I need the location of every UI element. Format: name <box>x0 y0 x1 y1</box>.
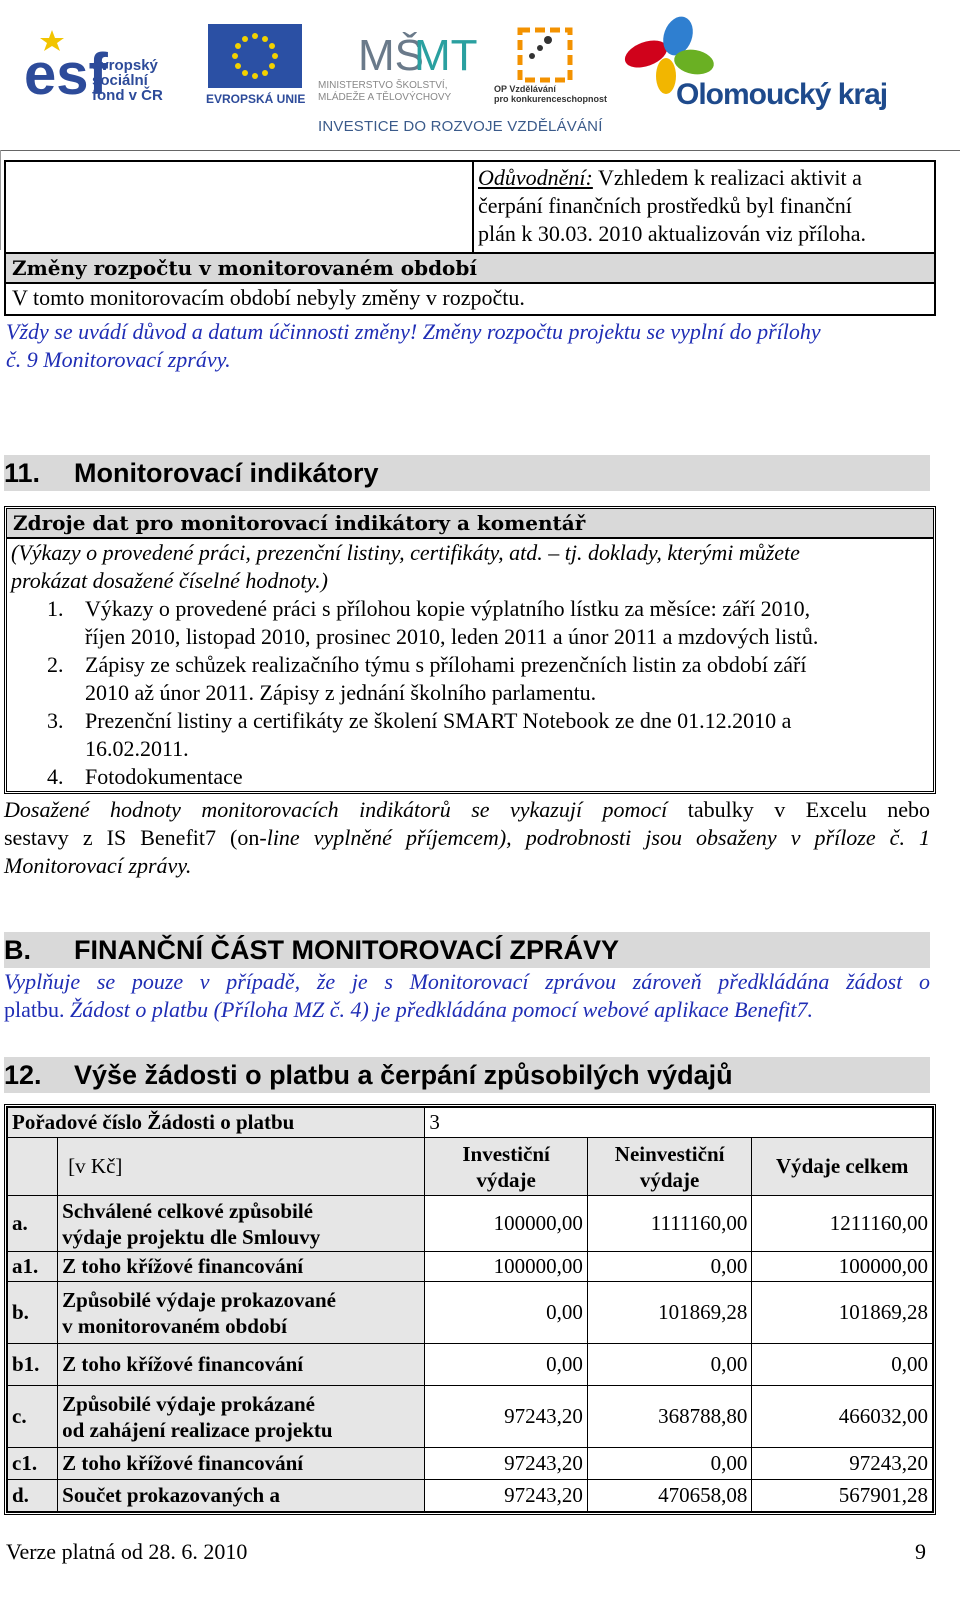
header-empty-cell <box>8 1138 58 1196</box>
budget-note-line-1: Vždy se uvádí důvod a datum účinnosti změny! Změny rozpočtu projektu se vyplní do přílohy <box>6 319 821 344</box>
justification-line-2: čerpání finančních prostředků byl finanční <box>478 193 852 218</box>
indicators-footnote <box>4 796 930 880</box>
cell-total: 100000,00 <box>752 1252 933 1282</box>
table-row <box>8 1282 933 1344</box>
col-noninvestment <box>587 1138 752 1196</box>
section-b-heading <box>4 932 930 968</box>
row-label: Z toho křížové financování <box>58 1448 425 1480</box>
row-code: d. <box>8 1480 58 1512</box>
indicators-box-title: Zdroje dat pro monitorovací indikátory a komentář <box>7 509 933 539</box>
row-label <box>58 1196 425 1252</box>
budget-note <box>6 318 936 374</box>
list-item <box>47 763 933 791</box>
justification-divider <box>472 162 474 252</box>
payment-table <box>7 1107 933 1512</box>
table-row <box>8 1448 933 1480</box>
eu-flag-icon <box>208 24 302 88</box>
investice-slogan: INVESTICE DO ROZVOJE VZDĚLÁVÁNÍ <box>318 118 603 135</box>
row-label: Z toho křížové financování <box>58 1344 425 1386</box>
footnote-part-1b: tabulky v Excelu nebo <box>667 797 931 822</box>
unit-label: [v Kč] <box>58 1138 425 1196</box>
section-b-line-2b: Žádost o platbu (Příloha MZ č. 4) je předkládána pomocí webové aplikace Benefit7. <box>70 997 813 1022</box>
cell-investment: 100000,00 <box>425 1252 588 1282</box>
section-11-number: 11. <box>4 458 41 488</box>
cell-noninvestment: 0,00 <box>587 1344 752 1386</box>
justification-box <box>4 160 936 254</box>
row-label <box>58 1282 425 1344</box>
footnote-part-2b: line vyplněné příjemcem), podrobnosti jsou obsaženy v příloze č. 1 <box>266 825 930 850</box>
header-left-border <box>0 150 1 250</box>
table-row <box>8 1252 933 1282</box>
eu-label: EVROPSKÁ UNIE <box>206 92 306 106</box>
list-item-line: 16.02.2011. <box>85 736 189 761</box>
indicators-hint <box>7 539 933 595</box>
justification-line-3: plán k 30.03. 2010 aktualizován viz příloha. <box>478 221 866 246</box>
indicators-hint-line-1: (Výkazy o provedené práci, prezenční listiny, certifikáty, atd. – tj. doklady, kterými můžete <box>11 540 800 565</box>
list-item-number: 4. <box>47 764 64 789</box>
list-item <box>47 595 933 651</box>
section-12-title: Výše žádosti o platbu a čerpání způsobilých výdajů <box>74 1060 733 1090</box>
table-row <box>8 1386 933 1448</box>
row-code: b. <box>8 1282 58 1344</box>
list-item <box>47 651 933 707</box>
table-row <box>8 1138 933 1196</box>
esf-logo-icon <box>24 22 108 107</box>
col-investment <box>425 1138 588 1196</box>
indicators-list <box>7 595 933 791</box>
section-12-number: 12. <box>4 1060 42 1090</box>
row-label-line: Schválené celkové způsobilé <box>62 1198 313 1223</box>
cell-noninvestment: 0,00 <box>587 1448 752 1480</box>
cell-investment: 0,00 <box>425 1282 588 1344</box>
list-item-number: 1. <box>47 596 64 621</box>
col-investment-line: výdaje <box>476 1167 536 1192</box>
order-value: 3 <box>425 1108 933 1138</box>
col-investment-line: Investiční <box>462 1141 550 1166</box>
payment-table-frame <box>4 1104 936 1515</box>
row-label-line: Způsobilé výdaje prokázané <box>62 1391 315 1416</box>
row-label-line: od zahájení realizace projektu <box>62 1417 333 1442</box>
section-b-letter: B. <box>4 935 31 965</box>
justification-line-1: Vzhledem k realizaci aktivit a <box>592 165 862 190</box>
cell-investment: 97243,20 <box>425 1448 588 1480</box>
op-logo-text: OP Vzdělávání pro konkurenceschopnost <box>494 84 608 104</box>
justification-text <box>478 164 938 248</box>
budget-note-line-2: č. 9 Monitorovací zprávy. <box>6 347 231 372</box>
col-total: Výdaje celkem <box>752 1138 933 1196</box>
cell-total: 567901,28 <box>752 1480 933 1512</box>
row-code: c1. <box>8 1448 58 1480</box>
justification-label: Odůvodnění: <box>478 165 593 190</box>
col-noninvestment-line: Neinvestiční <box>614 1141 725 1166</box>
order-label: Pořadové číslo Žádosti o platbu <box>8 1108 425 1138</box>
row-code: a1. <box>8 1252 58 1282</box>
esf-logo-text: evropský sociální fond v ČR <box>92 57 163 104</box>
section-11-title: Monitorovací indikátory <box>74 458 379 488</box>
cell-investment: 97243,20 <box>425 1480 588 1512</box>
indicators-hint-line-2: prokázat dosažené číselné hodnoty.) <box>11 568 328 593</box>
svg-text:MT: MT <box>414 31 478 80</box>
list-item-line: Prezenční listiny a certifikáty ze školení SMART Notebook ze dne 01.12.2010 a <box>85 708 792 733</box>
section-12-heading <box>4 1057 930 1093</box>
table-row <box>8 1108 933 1138</box>
list-item-line: Výkazy o provedené práci s přílohou kopie výplatního lístku za měsíce: září 2010, <box>85 596 811 621</box>
cell-investment: 0,00 <box>425 1344 588 1386</box>
list-item-line: Fotodokumentace <box>85 764 243 789</box>
table-row <box>8 1196 933 1252</box>
section-11-heading <box>4 455 930 491</box>
cell-noninvestment: 470658,08 <box>587 1480 752 1512</box>
row-code: c. <box>8 1386 58 1448</box>
svg-text:MŠ: MŠ <box>358 31 424 80</box>
cell-total: 0,00 <box>752 1344 933 1386</box>
footer-version: Verze platná od 28. 6. 2010 <box>6 1539 248 1564</box>
section-b-line-1: Vyplňuje se pouze v případě, že je s Monitorovací zprávou zároveň předkládána žádost o <box>4 969 930 994</box>
row-label: Součet prokazovaných a <box>58 1480 425 1512</box>
budget-changes-box <box>4 252 936 316</box>
footnote-part-3: Monitorovací zprávy. <box>4 853 192 878</box>
cell-noninvestment: 0,00 <box>587 1252 752 1282</box>
row-label-line: Způsobilé výdaje prokazované <box>62 1287 336 1312</box>
cell-total: 1211160,00 <box>752 1196 933 1252</box>
cell-noninvestment: 368788,80 <box>587 1386 752 1448</box>
kraj-logo-text: Olomoucký kraj <box>676 78 888 111</box>
svg-text:esf: esf <box>24 42 108 107</box>
table-row <box>8 1344 933 1386</box>
list-item-number: 3. <box>47 708 64 733</box>
section-b-title: FINANČNÍ ČÁST MONITOROVACÍ ZPRÁVY <box>74 935 620 965</box>
cell-noninvestment: 1111160,00 <box>587 1196 752 1252</box>
list-item-line: 2010 až únor 2011. Zápisy z jednání školního parlamentu. <box>85 680 597 705</box>
row-label: Z toho křížové financování <box>58 1252 425 1282</box>
cell-total: 97243,20 <box>752 1448 933 1480</box>
row-label <box>58 1386 425 1448</box>
cell-investment: 100000,00 <box>425 1196 588 1252</box>
budget-changes-text: V tomto monitorovacím období nebyly změny v rozpočtu. <box>12 285 525 310</box>
budget-changes-title: Změny rozpočtu v monitorovaném období <box>6 254 934 282</box>
list-item-number: 2. <box>47 652 64 677</box>
footer-page-number: 9 <box>915 1539 926 1564</box>
list-item <box>47 707 933 763</box>
cell-noninvestment: 101869,28 <box>587 1282 752 1344</box>
cell-total: 101869,28 <box>752 1282 933 1344</box>
row-code: b1. <box>8 1344 58 1386</box>
section-b-text <box>4 968 930 1024</box>
header-divider <box>0 150 960 151</box>
cell-total: 466032,00 <box>752 1386 933 1448</box>
logo-banner <box>0 0 960 150</box>
table-row <box>8 1480 933 1512</box>
msmt-logo-text: MINISTERSTVO ŠKOLSTVÍ, MLÁDEŽE A TĚLOVÝCHOVY <box>318 80 452 103</box>
list-item-line: Zápisy ze schůzek realizačního týmu s přílohami prezenčních listin za období září <box>85 652 807 677</box>
section-b-line-2a: platbu. <box>4 997 70 1022</box>
row-code: a. <box>8 1196 58 1252</box>
indicators-box <box>4 506 936 794</box>
col-noninvestment-line: výdaje <box>639 1167 700 1192</box>
footnote-part-1a: Dosažené hodnoty monitorovacích indikátorů se vykazují pomocí <box>4 797 668 822</box>
row-label-line: výdaje projektu dle Smlouvy <box>62 1224 321 1249</box>
footnote-part-2a: sestavy z IS Benefit7 (on- <box>4 825 267 850</box>
cell-investment: 97243,20 <box>425 1386 588 1448</box>
row-label-line: v monitorovaném období <box>62 1313 287 1338</box>
list-item-line: říjen 2010, listopad 2010, prosinec 2010, leden 2011 a únor 2011 a mzdových listů. <box>85 624 819 649</box>
